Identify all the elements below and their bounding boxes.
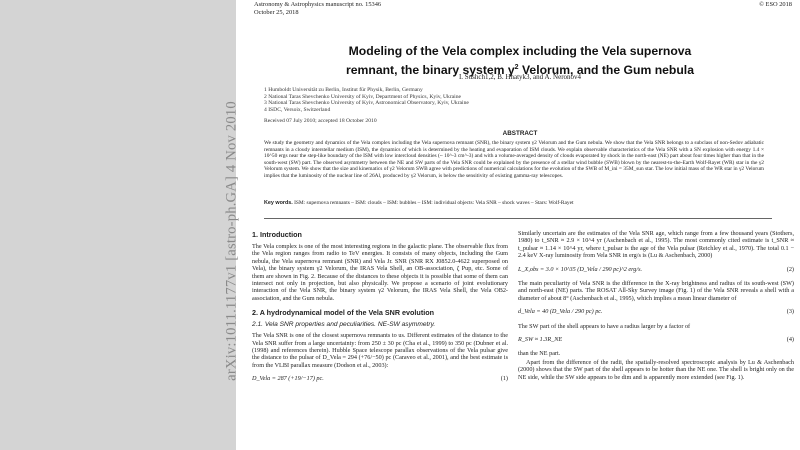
abstract-divider [264,218,772,219]
received-dates: Received 07 July 2010; accepted 18 October 2010 [264,118,377,124]
journal-header [254,1,381,17]
journal-name: Astronomy & Astrophysics manuscript no. 15346 [254,1,382,8]
affiliation-3: 3 National Taras Shevchenko University of Kyiv, Astronomical Observatory, Kyiv, Ukraine [264,100,469,107]
section-heading-introduction: 1. Introduction [252,230,302,239]
equation-1 [252,375,508,382]
author-list: I. Sushch1,2, B. Hnatyk3, and A. Neronov4 [458,73,582,81]
equation-1-body: D_Vela = 287 (+19/−17) pc. [252,375,324,383]
keywords [264,200,764,207]
equation-3-body: d_Vela = 40 (D_Vela / 290 pc) pc. [518,308,603,316]
equation-3 [518,308,794,315]
abstract-heading: ABSTRACT [502,130,538,137]
equation-3-number: (3) [786,308,794,316]
abstract-text: We study the geometry and dynamics of the Vela complex including the Vela supernova remnant (SNR), the binary system γ2 Velorum and the Gum nebula. We show that the Vela SNR belongs to a subclass of non-Sedov adiabatic remnants in a cloudy interstellar medium (ISM), the dynamics of which is determined by the heating and evaporation of ISM clouds. We explain observable characteristics of the Vela SNR with a SN explosion with energy 1.4 × 10^50 ergs near the step-like boundary of the ISM with low intercloud densities (~ 10^-3 cm^-3) and with a volume-averaged density of clouds evaporated by shock in the north-east (NE) part about four times higher than that in the south-west (SW) part. The observed asymmetry between the NE and SW parts of the Vela SNR could be explained by the presence of a stellar wind bubble (SWB) blown by the nearest-to-the-Earth Wolf-Rayet (WR) star in the γ2 Velorum system. We show that the size and kinematics of γ2 Velorum SWB agree with predictions of numerical calculations for the evolution of the SWB of M_ini = 35M_sun star. The low initial mass of the WR star in γ2 Velorum implies that the luminosity of the nuclear line of 26Al, produced by γ2 Velorum, is below the sensitivity of existing gamma-ray telescopes. [264,140,764,179]
paper-page [236,0,800,450]
equation-4-number: (4) [786,336,794,344]
keywords-label: Key words. [264,200,293,206]
spectroscopy-paragraph: Apart from the difference of the radii, the spatially-resolved spectroscopic analysis by Lu & Aschenbach (2000) shows that the SW part of the shell appears to be hotter than the NE one. The shell is bright only on the NE side, while the SW side appears to be dim and is apparently more extended (see Fig. 1). [518,358,794,381]
right-column [518,230,794,387]
age-paragraph: Similarly uncertain are the estimates of the Vela SNR age, which range from a few thousand years (Stothers, 1980) to t_SNR ≈ 2.9 × 10^4 yr (Aschenbach et al., 1995). The most commonly cited estimate is t_SNR ≈ t_pulsar ≈ 1.14 × 10^4 yr, where t_pulsar is the age of the Vela pulsar (Reichley et al., 1970). The total 0.1 − 2.4 keV X-ray luminosity from Vela SNR in erg/s is (Lu & Aschenbach, 2000) [518,230,794,260]
title-line-1: Modeling of the Vela complex including the Vela supernova [348,44,692,58]
affiliation-2: 2 National Taras Shevchenko University of Kyiv, Department of Physics, Kyiv, Ukraine [264,93,462,100]
affiliations [264,87,469,113]
affiliation-4: 4 ISDC, Versoix, Switzerland [264,106,331,113]
introduction-paragraph: The Vela complex is one of the most interesting regions in the galactic plane. The observable flux from the Vela region ranges from radio to TeV energies. It consists of many objects, including the Gum nebula, the Vela supernova remnant (SNR) and Vela Jr. SNR (SNR RX J0852.0-4622 superposed on Vela), the binary system γ2 Velorum, the IRAS Vela Shell, an OB-association, ζ Pup, etc. Some of them are shown in Fig. 2. Because of the distances to these objects it is possible that some of them can intersect not only in projection, but also physically. We propose a scenario of joint evolutionary interaction of the Vela SNR, the binary system γ2 Velorum, the IRAS Vela Shell, the Vela OB2-association, and the Gum nebula. [252,243,508,302]
keywords-list: ISM: supernova remnants – ISM: clouds – ISM: bubbles – ISM: individual objects: Vela SNR – shock waves – Stars: Wolf-Rayet [294,200,574,206]
subsection-heading-properties: 2.1. Vela SNR properties and peculiarities. NE-SW asymmetry. [252,321,436,329]
radius-paragraph: The SW part of the shell appears to have a radius larger by a factor of [518,322,691,330]
equation-2 [518,266,794,273]
title-line-2: remnant, the binary system $\gamma^2$ Velorum, and the Gum nebula [346,62,694,77]
copyright-notice: © ESO 2018 [759,1,792,8]
arxiv-stamp-text: arXiv:1011.1177v1 [astro-ph.GA] 4 Nov 2010 [223,101,240,381]
equation-4 [518,336,794,343]
manuscript-date: October 25, 2018 [254,9,299,16]
asymmetry-paragraph: The main peculiarity of Vela SNR is the difference in the X-ray brightness and radius of its south-west (SW) and north-east (NE) parts. The ROSAT All-Sky Survey image (Fig. 1) of the Vela SNR reveals a shell with a diameter of about 8° (Aschenbach et al., 1995), which implies a mean linear diameter of [518,280,794,302]
section-heading-model: 2. A hydrodynamical model of the Vela SNR evolution [252,308,434,318]
affiliation-1: 1 Humboldt Universität zu Berlin, Institut für Physik, Berlin, Germany [264,87,423,93]
equation-2-number: (2) [786,265,794,273]
arxiv-stamp [217,101,247,381]
properties-paragraph: The Vela SNR is one of the closest supernova remnants to us. Different estimates of the distance to the Vela SNR suffer from a large uncertainty: from 250 ± 30 pc (Cha et al., 1999) to 350 pc (Dubner et al. (1998) and references therein). Hubble Space telescope parallax observations of the Vela pulsar give the distance to the pulsar of D_Vela = 294 (+76/−50) pc (Caraveo et al., 2001), and the best estimate is from the VLBI parallax measure (Dodson et al., 2003): [252,332,508,369]
equation-1-number: (1) [500,375,508,383]
equation-2-body: L_X,obs = 3.0 × 10^35 (D_Vela / 290 pc)^2 erg/s. [518,265,643,273]
equation-4-body: R_SW ≈ 1.3R_NE [518,336,563,344]
ne-part-line: than the NE part. [518,350,561,358]
left-column [252,230,508,390]
